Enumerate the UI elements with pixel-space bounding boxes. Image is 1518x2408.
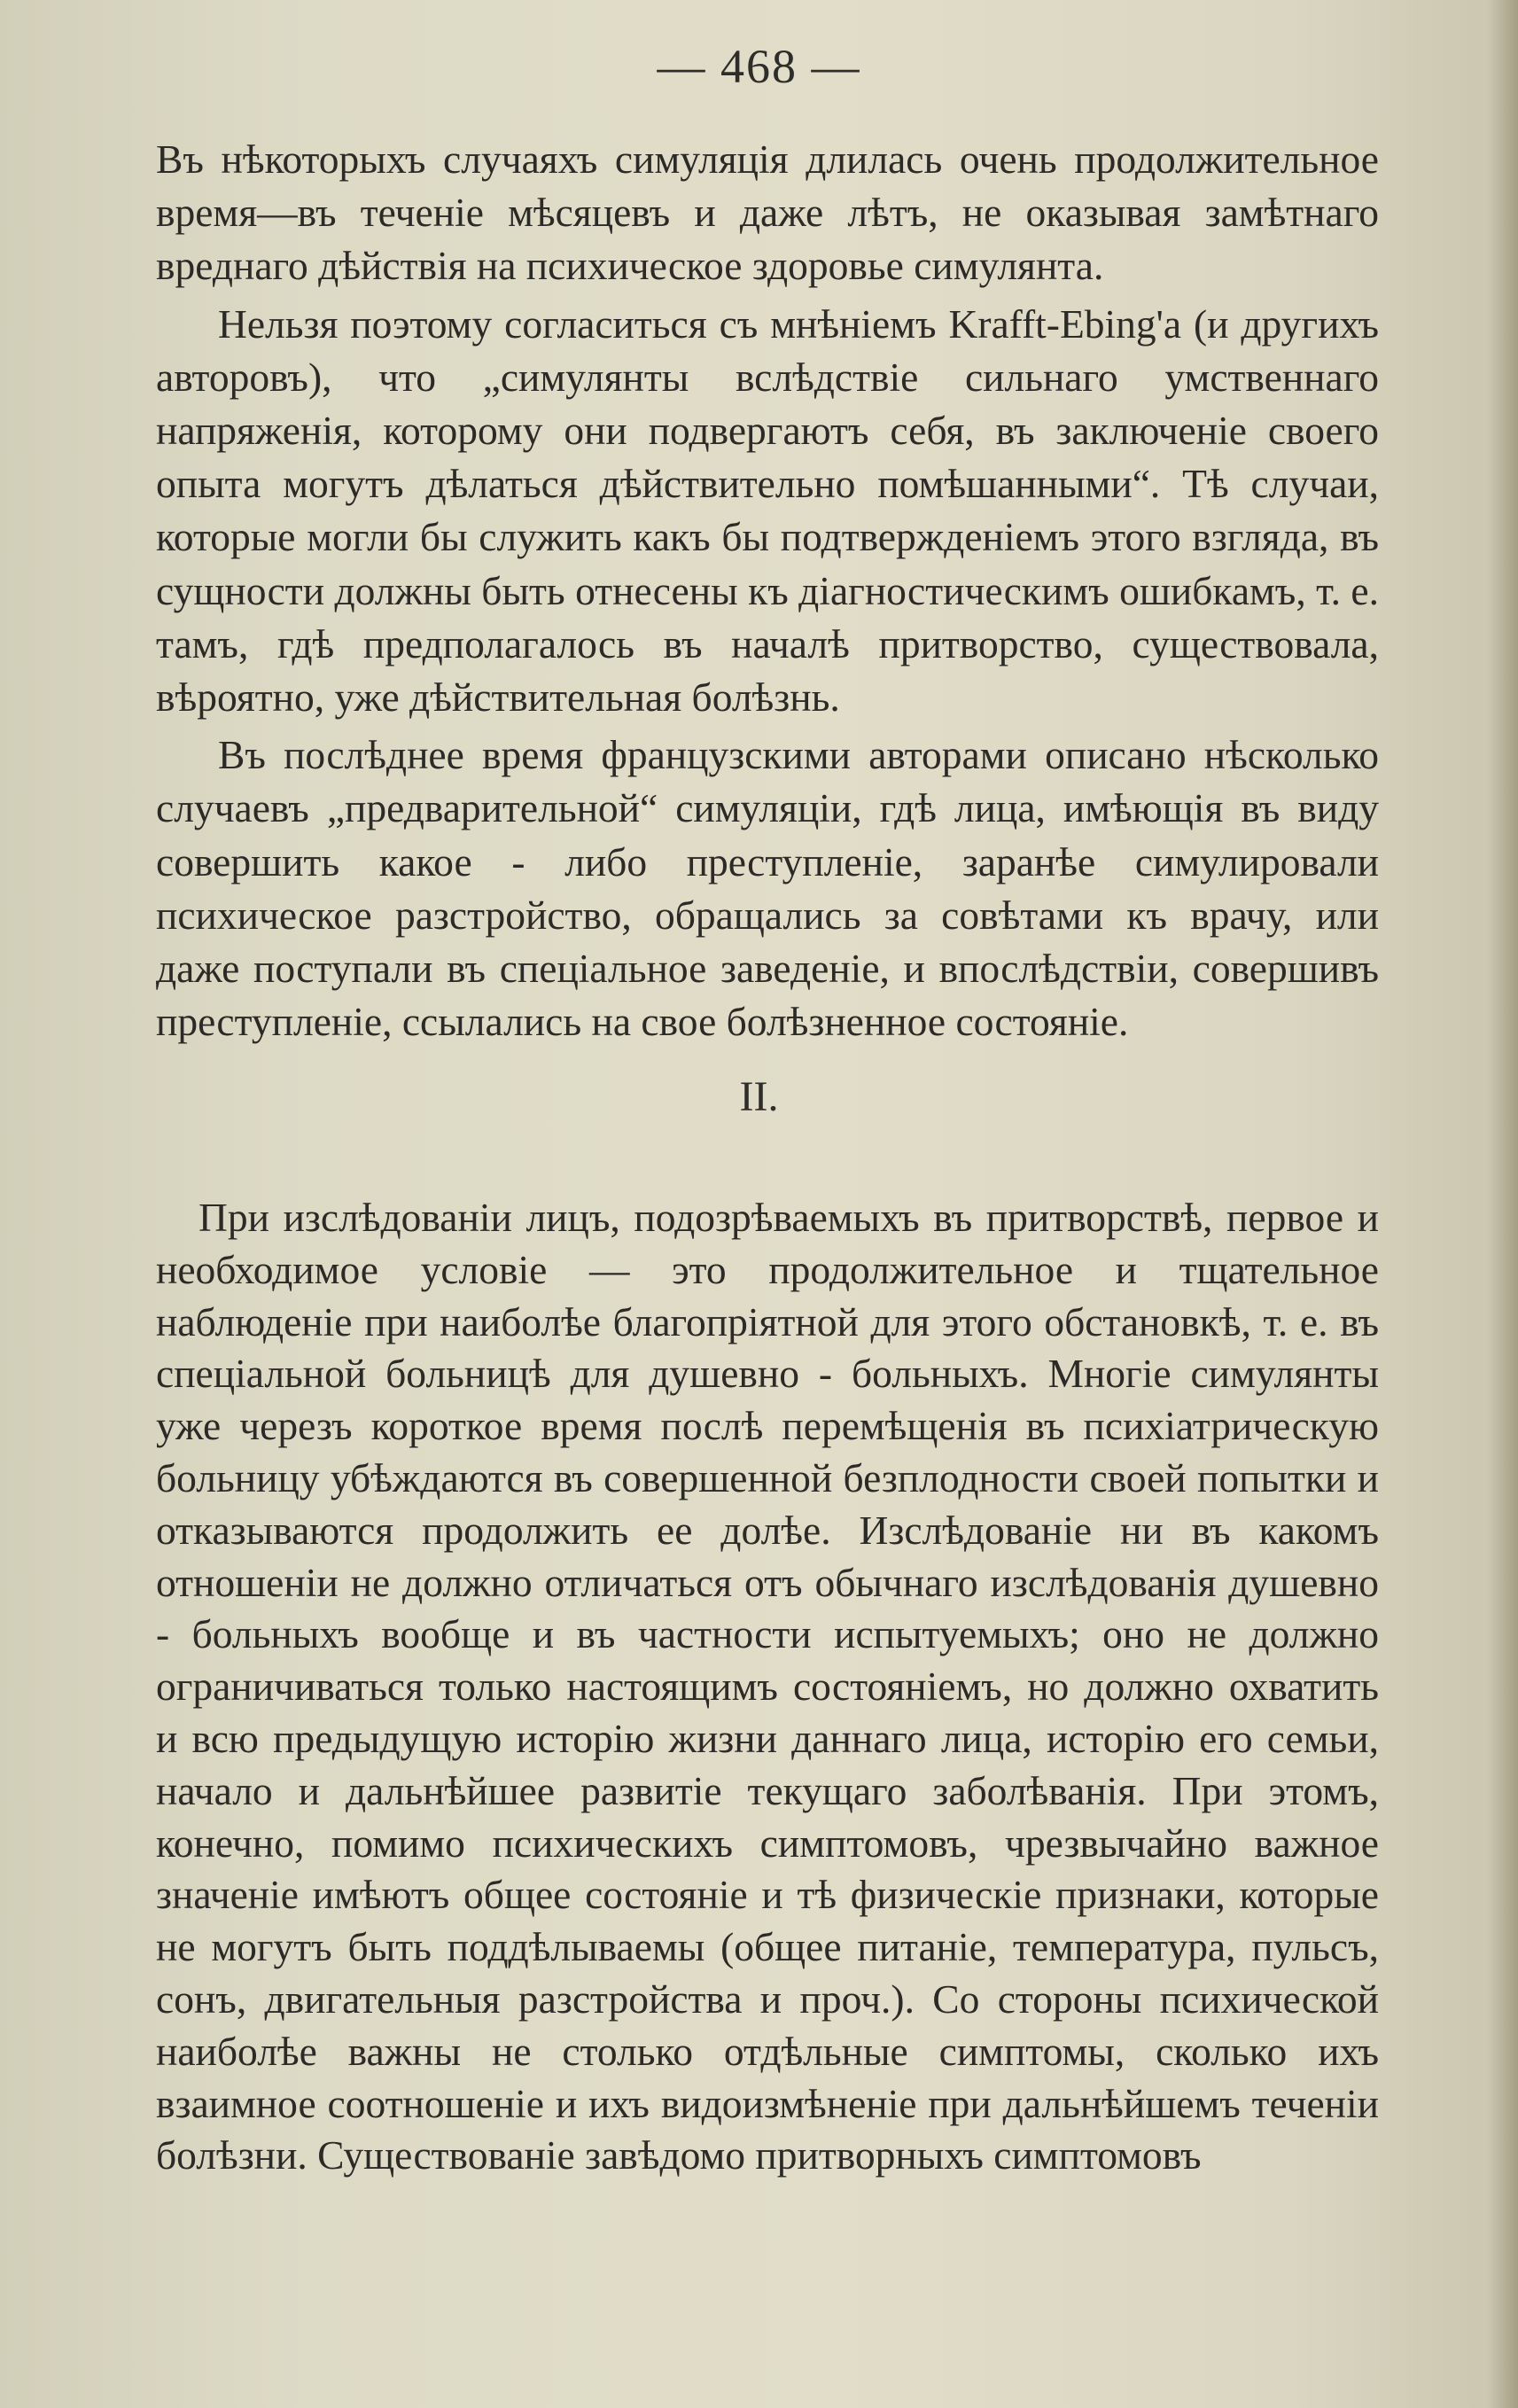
page-edge-shadow	[1488, 0, 1518, 2408]
paragraph-2: Нельзя поэтому согласиться съ мнѣніемъ Krafft-Ebing'a (и другихъ авторовъ), что „симулянты вслѣдствіе сильнаго умственнаго напряженія, которому они подвергаютъ себя, въ заключеніе своего опыта могутъ дѣлаться дѣйствительно помѣшанными“. Тѣ случаи, которые могли бы служить какъ бы подтвержденіемъ этого взгляда, въ сущности должны быть отнесены къ діагностическимъ ошибкамъ, т. е. тамъ, гдѣ предполагалось въ началѣ притворство, существовала, вѣроятно, уже дѣйствительная болѣзнь.	[156, 300, 1379, 721]
paragraph-1: Въ нѣкоторыхъ случаяхъ симуляція длилась очень продолжительное время—въ теченіе мѣсяцевъ и даже лѣтъ, не оказывая замѣтнаго вреднаго дѣйствія на психическое здоровье симулянта.	[156, 136, 1379, 289]
paragraph-4: При изслѣдованіи лицъ, подозрѣваемыхъ въ притворствѣ, первое и необходимое условіе — это продолжительное и тщательное наблюденіе при наиболѣе благопріятной для этого обстановкѣ, т. е. въ спеціальной больницѣ для душевно - больныхъ. Многіе симулянты уже черезъ короткое время послѣ перемѣщенія въ психіатрическую больницу убѣждаются въ совершенной безплодности своей попытки и отказываются продолжить ее долѣе. Изслѣдованіе ни въ какомъ отношеніи не должно отличаться отъ обычнаго изслѣдованія душевно - больныхъ вообще и въ частности испытуемыхъ; оно не должно ограничиваться только настоящимъ состояніемъ, но должно охватить и всю предыдущую исторію жизни даннаго лица, исторію его семьи, начало и дальнѣйшее развитіе текущаго заболѣванія. При этомъ, конечно, помимо психическихъ симптомовъ, чрезвычайно важное значеніе имѣютъ общее состояніе и тѣ физическіе признаки, которые не могутъ быть поддѣлываемы (общее питаніе, температура, пульсъ, сонъ, двигательныя разстройства и проч.). Со стороны психической наиболѣе важны не столько отдѣльные симптомы, сколько ихъ взаимное соотношеніе и ихъ видоизмѣненіе при дальнѣйшемъ теченіи болѣзни. Существованіе завѣдомо притворныхъ симптомовъ	[156, 1195, 1379, 2178]
section-heading: II.	[739, 1073, 779, 1120]
section-2-text	[156, 1192, 1379, 2182]
section-1-text	[156, 133, 1379, 1048]
page-number: — 468 —	[657, 40, 861, 93]
paragraph-3: Въ послѣднее время французскими авторами описано нѣсколько случаевъ „предварительной“ симуляціи, гдѣ лица, имѣющія въ виду совершить какое - либо преступленіе, заранѣе симулировали психическое разстройство, обращались за совѣтами къ врачу, или даже поступали въ спеціальное заведеніе, и впослѣдствіи, совершивъ преступленіе, ссылались на свое болѣзненное состояніе.	[156, 732, 1379, 1045]
